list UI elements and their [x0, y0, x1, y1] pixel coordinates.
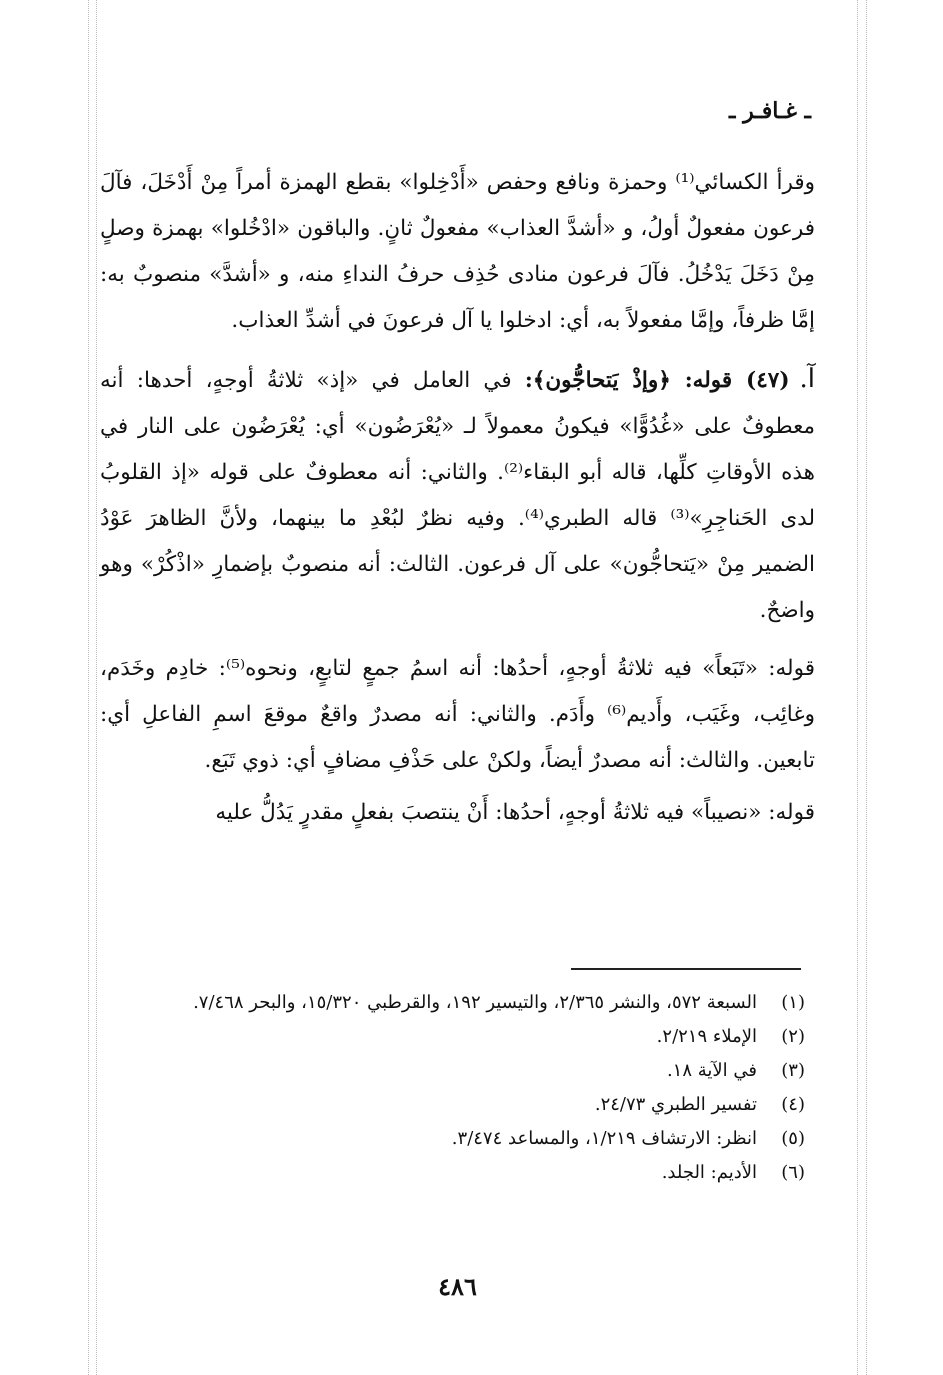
page-number: ٤٨٦ [438, 1272, 477, 1301]
footnote-separator [571, 968, 801, 970]
footnote-item [105, 1088, 805, 1122]
footnote-number: (١) [781, 992, 805, 1013]
footnote-number: (٤) [781, 1094, 805, 1115]
main-text [100, 160, 815, 836]
footnote-item [105, 986, 805, 1020]
footnote-item [105, 1156, 805, 1190]
footnote-number: (٦) [781, 1162, 805, 1183]
footnote-number: (٢) [781, 1026, 805, 1047]
footnote-text: تفسير الطبري ٢٤/٧٣. [594, 1094, 757, 1115]
footnote-item [105, 1054, 805, 1088]
verse-label: (٤٧) قوله: ﴿وإذْ يَتحاجُّون﴾: [524, 368, 790, 393]
paragraph-qiraat: وقرأ الكسائي⁽¹⁾ وحمزة ونافع وحفص «أَدْخِلوا» بقطع الهمزة أمراً مِنْ أَدْخَلَ، فآلَ فرعون مفعولٌ أولُ، و «أشدَّ العذاب» مفعولٌ ثانٍ. والباقون «ادْخُلوا» بهمزة وصلٍ مِنْ دَخَلَ يَدْخُلُ. فآلَ فرعون منادى حُذِف حرفُ النداءِ منه، و «أشدَّ» منصوبٌ به: إمَّا ظرفاً، وإمَّا مفعولاً به، أي: ادخلوا يا آل فرعونَ في أشدِّ العذاب. [100, 170, 815, 333]
verse-marker: آ. [799, 364, 815, 394]
verse-commentary: في العامل في «إذ» ثلاثةُ أوجهٍ، أحدها: أنه معطوفٌ على «غُدُوًّا» فيكونُ معمولاً لـ «يُعْرَضُون» أي: يُعْرَضُون على النار في هذه الأوقاتِ كلِّها، قاله أبو البقاء⁽²⁾. والثاني: أنه معطوفٌ على قوله «إذ القلوبُ لدى الحَناجِرِ»⁽³⁾ قاله الطبري⁽⁴⁾. وفيه نظرٌ لبُعْدِ ما بينهما، ولأنَّ الظاهرَ عَوْدُ الضمير مِنْ «يَتحاجُّون» على آل فرعون. الثالث: أنه منصوبٌ بإضمارِ «اذْكُرْ» وهو واضحٌ. [100, 368, 816, 623]
footnotes-list [105, 986, 805, 1190]
document-page [100, 0, 815, 1375]
scan-edge-left [88, 0, 89, 1375]
paragraph-nasib: قوله: «نصيباً» فيه ثلاثةُ أوجهٍ، أحدُها: أَنْ ينتصبَ بفعلٍ مقدرٍ يَدُلُّ عليه [215, 800, 815, 825]
footnote-item [105, 1020, 805, 1054]
scan-edge-left-inner [96, 0, 97, 1375]
footnote-text: الإملاء ٢/٢١٩. [656, 1026, 757, 1047]
running-head: ـ غـافـر ـ [729, 98, 811, 124]
paragraph-verse-47 [100, 356, 815, 634]
footnote-text: انظر: الارتشاف ١/٢١٩، والمساعد ٣/٤٧٤. [451, 1128, 757, 1149]
footnote-number: (٥) [781, 1128, 805, 1149]
footnote-number: (٣) [781, 1060, 805, 1081]
footnote-text: الأديم: الجلد. [661, 1162, 757, 1183]
scan-edge-right [857, 0, 858, 1375]
footnote-text: في الآية ١٨. [666, 1060, 757, 1081]
paragraph-taba: قوله: «تَبَعاً» فيه ثلاثةُ أوجهٍ، أحدُها: أنه اسمُ جمعٍ لتابعٍ، ونحوه⁽⁵⁾: خادِم وخَدَم، وغائِب، وغَيَب، وأَديم⁽⁶⁾ وأَدَم. والثاني: أنه مصدرٌ واقعٌ موقعَ اسمِ الفاعلِ أي: تابعين. والثالث: أنه مصدرٌ أيضاً، ولكنْ على حَذْفِ مضافٍ أي: ذوي تَبَع. [100, 656, 815, 773]
scan-edge-right-outer [866, 0, 867, 1375]
footnote-text: السبعة ٥٧٢، والنشر ٢/٣٦٥، والتيسير ١٩٢، والقرطبي ١٥/٣٢٠، والبحر ٧/٤٦٨. [193, 992, 757, 1013]
footnote-item [105, 1122, 805, 1156]
